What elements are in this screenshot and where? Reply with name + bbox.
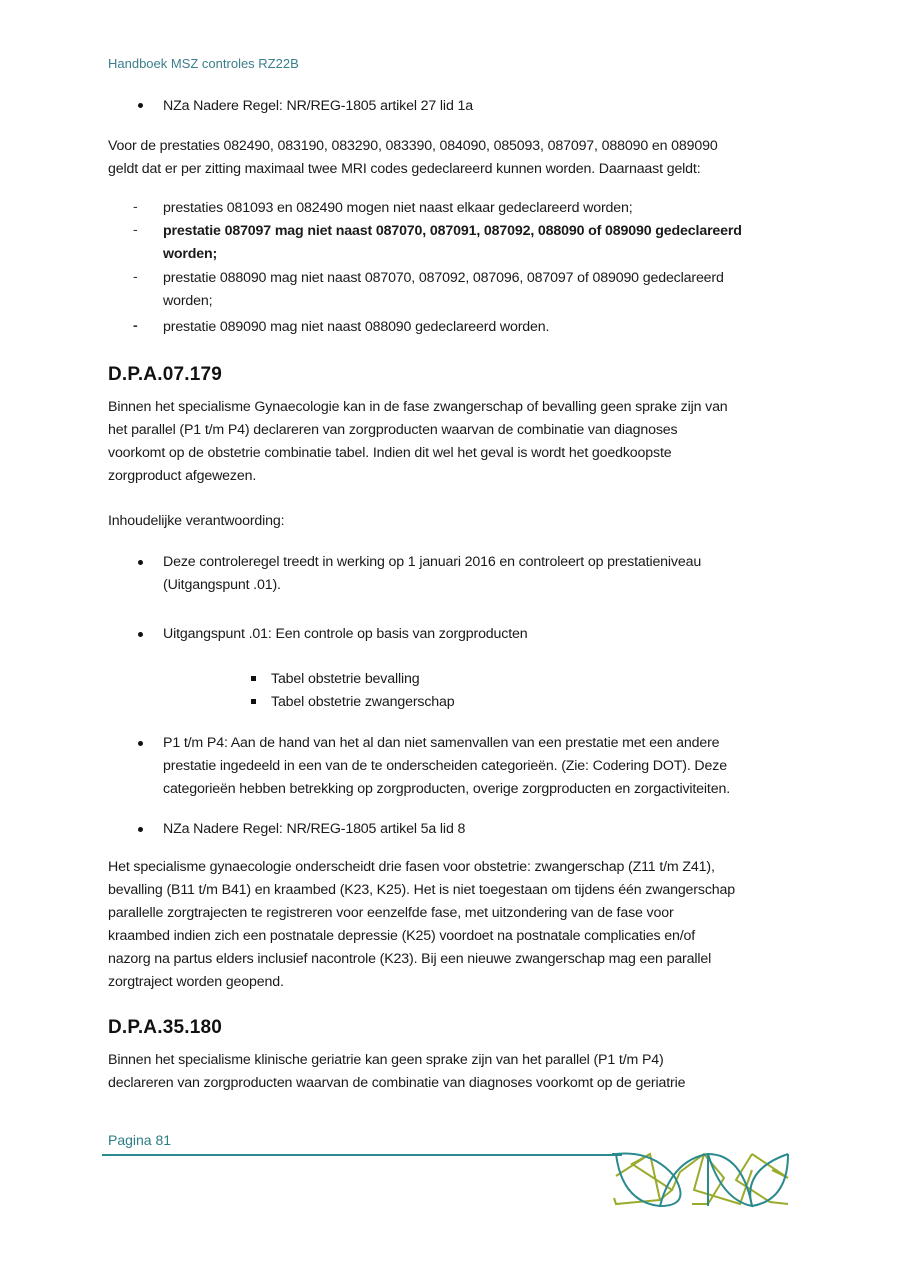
page-number: Pagina 81 [108, 1132, 172, 1148]
footer-logo-icon [612, 1150, 792, 1212]
closing-paragraph-line: nazorg na partus elders inclusief nacontrole (K23). Bij een nieuwe zwangerschap mag een parallel [108, 951, 712, 967]
section1-paragraph-line: Binnen het specialisme Gynaecologie kan in de fase zwangerschap of bevalling geen sprake zijn van [108, 399, 728, 415]
logo-zigzag [614, 1154, 788, 1204]
bullet-item: (Uitgangspunt .01). [163, 577, 281, 593]
bullet-icon [138, 741, 143, 746]
closing-paragraph-line: parallelle zorgtrajecten te registreren voor eenzelfde fase, met uitzondering van de fase voor [108, 905, 674, 921]
bullet-item: Uitgangspunt .01: Een controle op basis van zorgproducten [163, 626, 528, 642]
bullet-item: prestatie ingedeeld in een van de te onderscheiden categorieën. (Zie: Codering DOT). Deze [163, 758, 727, 774]
bullet-item: categorieën hebben betrekking op zorgproducten, overige zorgproducten en zorgactiviteiten. [163, 781, 730, 797]
dash-bullet-icon: - [133, 317, 138, 333]
dash-list-item: prestatie 089090 mag niet naast 088090 gedeclareerd worden. [163, 319, 550, 335]
dash-list-item-bold: worden; [163, 246, 218, 262]
intro-line: Voor de prestaties 082490, 083190, 083290, 083390, 084090, 085093, 087097, 088090 en 089090 [108, 138, 718, 154]
closing-paragraph-line: Het specialisme gynaecologie onderscheidt drie fasen voor obstetrie: zwangerschap (Z11 t/m Z41), [108, 859, 715, 875]
bullet-icon [138, 560, 143, 565]
running-header: Handboek MSZ controles RZ22B [108, 56, 299, 71]
dash-list-item: worden; [163, 293, 213, 309]
bullet-icon [138, 827, 143, 832]
section2-paragraph-line: Binnen het specialisme klinische geriatrie kan geen sprake zijn van het parallel (P1 t/m P4) [108, 1052, 664, 1068]
section1-paragraph-line: het parallel (P1 t/m P4) declareren van zorgproducten waarvan de combinatie van diagnoses [108, 422, 678, 438]
section2-paragraph-line: declareren van zorgproducten waarvan de combinatie van diagnoses voorkomt op de geriatrie [108, 1075, 686, 1091]
footer-divider [102, 1154, 622, 1156]
closing-paragraph-line: bevalling (B11 t/m B41) en kraambed (K23, K25). Het is niet toegestaan om tijdens één zwangerschap [108, 882, 735, 898]
bullet-item: Deze controleregel treedt in werking op 1 januari 2016 en controleert op prestatieniveau [163, 554, 702, 570]
bullet-icon [138, 103, 143, 108]
top-bullet-text: NZa Nadere Regel: NR/REG-1805 artikel 27 lid 1a [163, 98, 473, 114]
sub-bullet-item: Tabel obstetrie zwangerschap [271, 694, 455, 710]
section1-paragraph-line: voorkomt op de obstetrie combinatie tabel. Indien dit wel het geval is wordt het goedkoopste [108, 445, 672, 461]
section-heading: D.P.A.35.180 [108, 1017, 223, 1038]
dash-list-item: prestatie 088090 mag niet naast 087070, 087092, 087096, 087097 of 089090 gedeclareerd [163, 270, 724, 286]
closing-paragraph-line: kraambed indien zich een postnatale depressie (K25) voordoet na postnatale complicaties en/of [108, 928, 696, 944]
dash-bullet-icon: - [133, 268, 138, 284]
sub-bullet-item: Tabel obstetrie bevalling [271, 671, 420, 687]
bullet-icon [138, 632, 143, 637]
dash-list-item: prestaties 081093 en 082490 mogen niet naast elkaar gedeclareerd worden; [163, 200, 633, 216]
closing-paragraph-line: zorgtraject worden geopend. [108, 974, 284, 990]
bullet-item: NZa Nadere Regel: NR/REG-1805 artikel 5a lid 8 [163, 821, 466, 837]
justification-label: Inhoudelijke verantwoording: [108, 513, 285, 529]
dash-list-item-bold: prestatie 087097 mag niet naast 087070, 087091, 087092, 088090 of 089090 gedeclareerd [163, 223, 742, 239]
section-heading: D.P.A.07.179 [108, 364, 223, 385]
bullet-item: P1 t/m P4: Aan de hand van het al dan niet samenvallen van een prestatie met een andere [163, 735, 720, 751]
square-bullet-icon [251, 699, 256, 704]
square-bullet-icon [251, 676, 256, 681]
section1-paragraph-line: zorgproduct afgewezen. [108, 468, 257, 484]
dash-bullet-icon: - [133, 221, 138, 237]
intro-line: geldt dat er per zitting maximaal twee MRI codes gedeclareerd kunnen worden. Daarnaast geldt: [108, 161, 701, 177]
dash-bullet-icon: - [133, 198, 138, 214]
